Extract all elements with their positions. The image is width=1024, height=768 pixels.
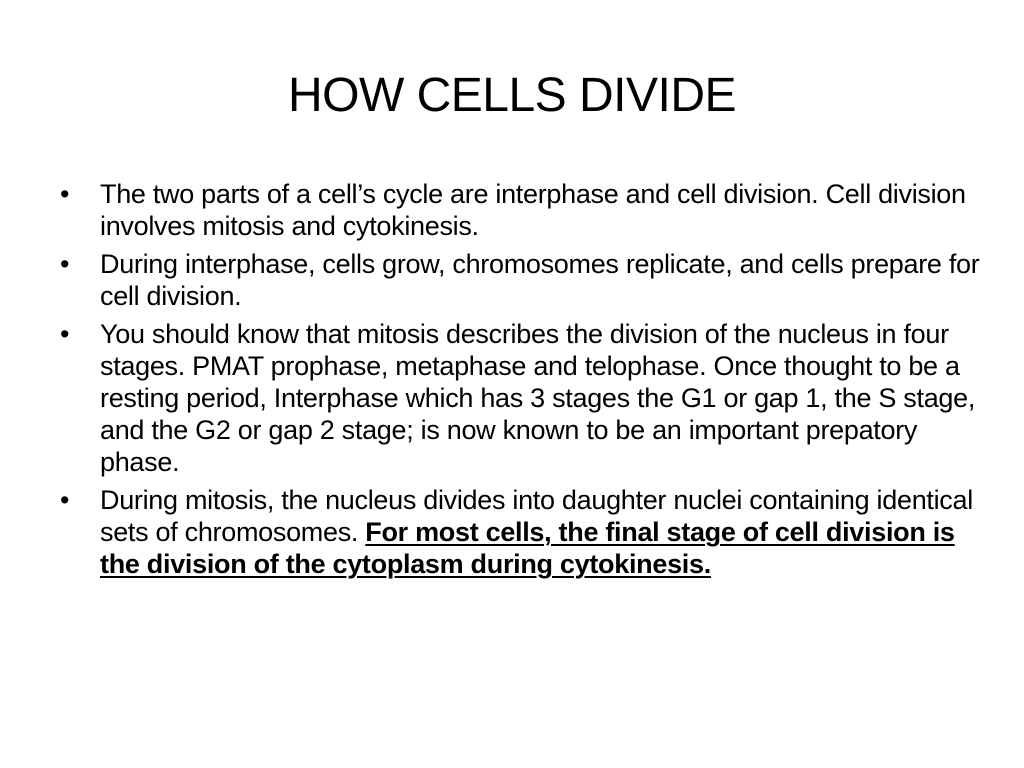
bullet-icon: • [60,249,70,279]
bullet-item-3 [56,318,986,478]
bullet-emphasis-text: For most cells, the final stage of cell division is the division of the cytoplasm during cytokinesis. [100,517,955,579]
bullet-text: During interphase, cells grow, chromosomes replicate, and cells prepare for cell division. [100,249,980,311]
bullet-item-2 [56,248,986,312]
bullet-icon: • [60,319,70,349]
bullet-list [56,178,986,586]
bullet-text: The two parts of a cell’s cycle are interphase and cell division. Cell division involves mitosis and cytokinesis. [100,179,966,241]
bullet-icon: • [60,179,70,209]
bullet-text: During mitosis, the nucleus divides into daughter nuclei containing identical sets of chromosomes. [100,485,973,547]
bullet-icon: • [60,485,70,515]
bullet-item-1 [56,178,986,242]
bullet-item-4 [56,484,986,580]
slide-title: HOW CELLS DIVIDE [287,69,737,122]
bullet-text: You should know that mitosis describes the division of the nucleus in four stages. PMAT prophase, metaphase and telophase. Once thought to be a resting period, Interphase which has 3 stages the G1 or gap 1, the S stage, and the G2 or gap 2 stage; is now known to be an important prepatory phase. [100,319,976,477]
